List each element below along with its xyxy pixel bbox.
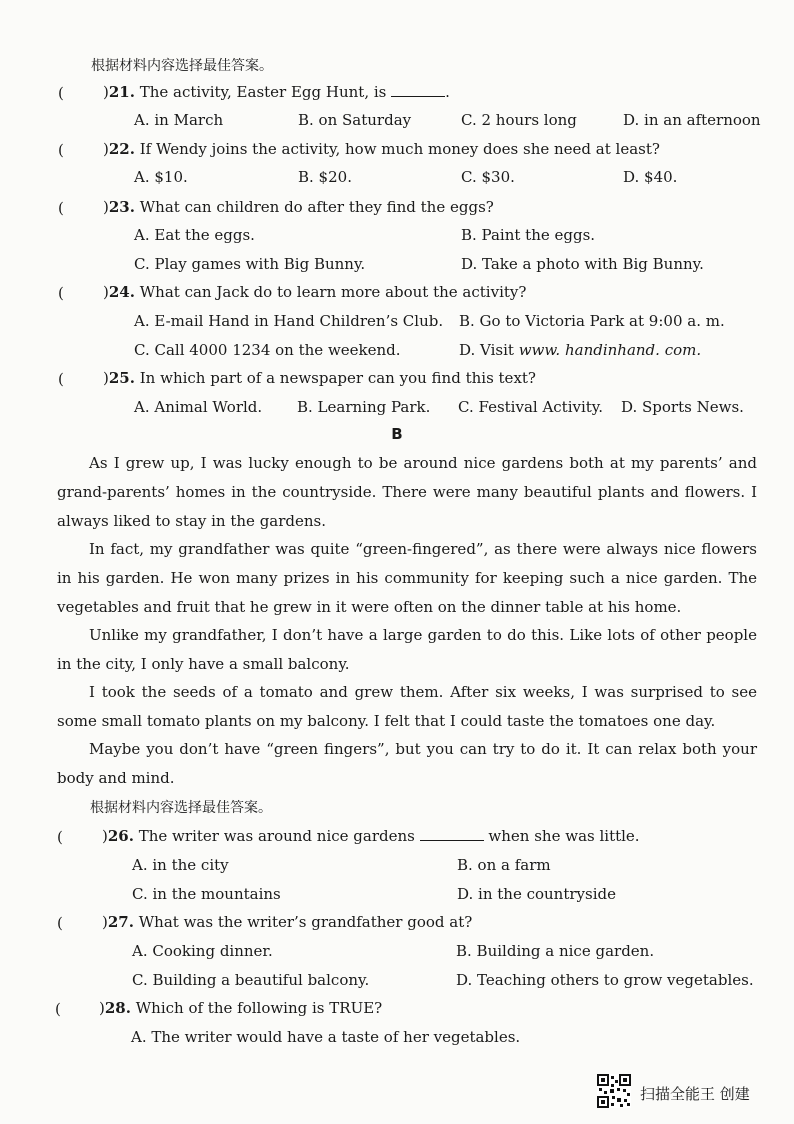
option-d: D. Sports News.	[621, 398, 744, 416]
option-c: C. Building a beautiful balcony.	[132, 971, 370, 989]
option-c: C. Festival Activity.	[458, 398, 604, 416]
paragraph-text: Maybe you don’t have “green fingers”, but you can try to do it. It can relax both your body and mind.	[57, 740, 757, 787]
option-d: D. in an afternoon	[623, 111, 761, 129]
answer-paren-open: (	[58, 84, 64, 102]
question-number: 25.	[108, 369, 135, 387]
answer-paren-open: (	[57, 914, 63, 932]
question-close-paren: )	[103, 198, 109, 216]
question-close-paren: )	[102, 913, 108, 931]
question-end: when she was little.	[488, 827, 640, 845]
question-26	[102, 826, 640, 846]
option-a: A. $10.	[134, 168, 188, 186]
option-b: B. Paint the eggs.	[461, 226, 596, 244]
option-c: C. $30.	[461, 168, 515, 186]
passage-paragraph	[57, 678, 757, 736]
option-a: A. Eat the eggs.	[134, 226, 255, 244]
option-b: B. on Saturday	[298, 111, 412, 129]
question-text: The writer was around nice gardens	[138, 827, 415, 845]
question-close-paren: )	[103, 83, 109, 101]
option-b: B. on a farm	[457, 856, 551, 874]
question-text: What can children do after they find the eggs?	[139, 198, 494, 216]
instruction-heading: 根据材料内容选择最佳答案。	[91, 58, 273, 74]
passage-paragraph	[57, 621, 757, 679]
question-number: 21.	[108, 83, 135, 101]
answer-blank	[391, 82, 445, 97]
passage-paragraph	[57, 535, 757, 622]
option-d: D. $40.	[623, 168, 678, 186]
option-a: A. in March	[134, 111, 224, 129]
option-d: D. in the countryside	[457, 885, 616, 903]
answer-paren-open: (	[58, 141, 64, 159]
option-b: B. Learning Park.	[297, 398, 431, 416]
question-text: What can Jack do to learn more about the activity?	[139, 283, 527, 301]
option-c: C. 2 hours long	[461, 111, 577, 129]
question-text: What was the writer’s grandfather good at?	[138, 913, 473, 931]
option-a: A. in the city	[132, 856, 229, 874]
question-close-paren: )	[103, 140, 109, 158]
option-b: B. $20.	[298, 168, 352, 186]
answer-paren-open: (	[57, 828, 63, 846]
paragraph-text: I took the seeds of a tomato and grew them. After six weeks, I was surprised to see some small tomato plants on my balcony. I felt that I could taste the tomatoes one day.	[57, 683, 757, 730]
option-d	[459, 340, 701, 360]
answer-blank	[420, 826, 484, 841]
passage-paragraph	[57, 449, 757, 536]
passage-paragraph	[57, 735, 757, 793]
question-text: In which part of a newspaper can you find this text?	[139, 369, 536, 387]
question-22	[103, 139, 660, 159]
question-end: .	[445, 83, 450, 101]
question-23	[103, 197, 494, 217]
option-d-label: D. Visit	[459, 341, 519, 359]
instruction-heading: 根据材料内容选择最佳答案。	[90, 800, 272, 816]
question-number: 28.	[104, 999, 131, 1017]
answer-paren-open: (	[55, 1000, 61, 1018]
option-a: A. Cooking dinner.	[132, 942, 273, 960]
option-c: C. Play games with Big Bunny.	[134, 255, 366, 273]
question-24	[103, 282, 526, 302]
option-c: C. in the mountains	[132, 885, 281, 903]
option-a: A. Animal World.	[134, 398, 263, 416]
paragraph-text: As I grew up, I was lucky enough to be around nice gardens both at my parents’ and grand-parents’ homes in the countryside. There were many beautiful plants and flowers. I always liked to stay in the gardens.	[57, 454, 757, 530]
question-number: 23.	[108, 198, 135, 216]
answer-paren-open: (	[58, 370, 64, 388]
option-d: D. Take a photo with Big Bunny.	[461, 255, 704, 273]
option-b: B. Go to Victoria Park at 9:00 a. m.	[459, 312, 725, 330]
question-text: The activity, Easter Egg Hunt, is	[139, 83, 387, 101]
question-close-paren: )	[99, 999, 105, 1017]
question-21	[103, 82, 450, 102]
option-b: B. Building a nice garden.	[456, 942, 655, 960]
question-number: 24.	[108, 283, 135, 301]
question-text: If Wendy joins the activity, how much money does she need at least?	[139, 140, 660, 158]
question-27	[102, 912, 472, 932]
question-number: 27.	[107, 913, 134, 931]
section-heading: B	[391, 425, 403, 443]
answer-paren-open: (	[58, 199, 64, 217]
question-28	[99, 998, 382, 1018]
question-close-paren: )	[102, 827, 108, 845]
question-close-paren: )	[103, 369, 109, 387]
option-a: A. E-mail Hand in Hand Children’s Club.	[134, 312, 444, 330]
question-text: Which of the following is TRUE?	[135, 999, 383, 1017]
answer-paren-open: (	[58, 284, 64, 302]
question-25	[103, 368, 536, 388]
paragraph-text: Unlike my grandfather, I don’t have a large garden to do this. Like lots of other people in the city, I only have a small balcony.	[57, 626, 757, 673]
option-c: C. Call 4000 1234 on the weekend.	[134, 341, 401, 359]
option-d: D. Teaching others to grow vegetables.	[456, 971, 754, 989]
paragraph-text: In fact, my grandfather was quite “green-fingered”, as there were always nice flowers in his garden. He won many prizes in his community for keeping such a nice garden. The vegetables and fruit that he grew in it were often on the dinner table at his home.	[57, 540, 757, 616]
qr-code-icon	[597, 1074, 631, 1108]
question-number: 22.	[108, 140, 135, 158]
question-close-paren: )	[103, 283, 109, 301]
question-number: 26.	[107, 827, 134, 845]
scanner-watermark: 扫描全能王 创建	[640, 1085, 750, 1103]
website-url: www. handinhand. com.	[518, 341, 702, 359]
option-a: A. The writer would have a taste of her vegetables.	[131, 1028, 521, 1046]
